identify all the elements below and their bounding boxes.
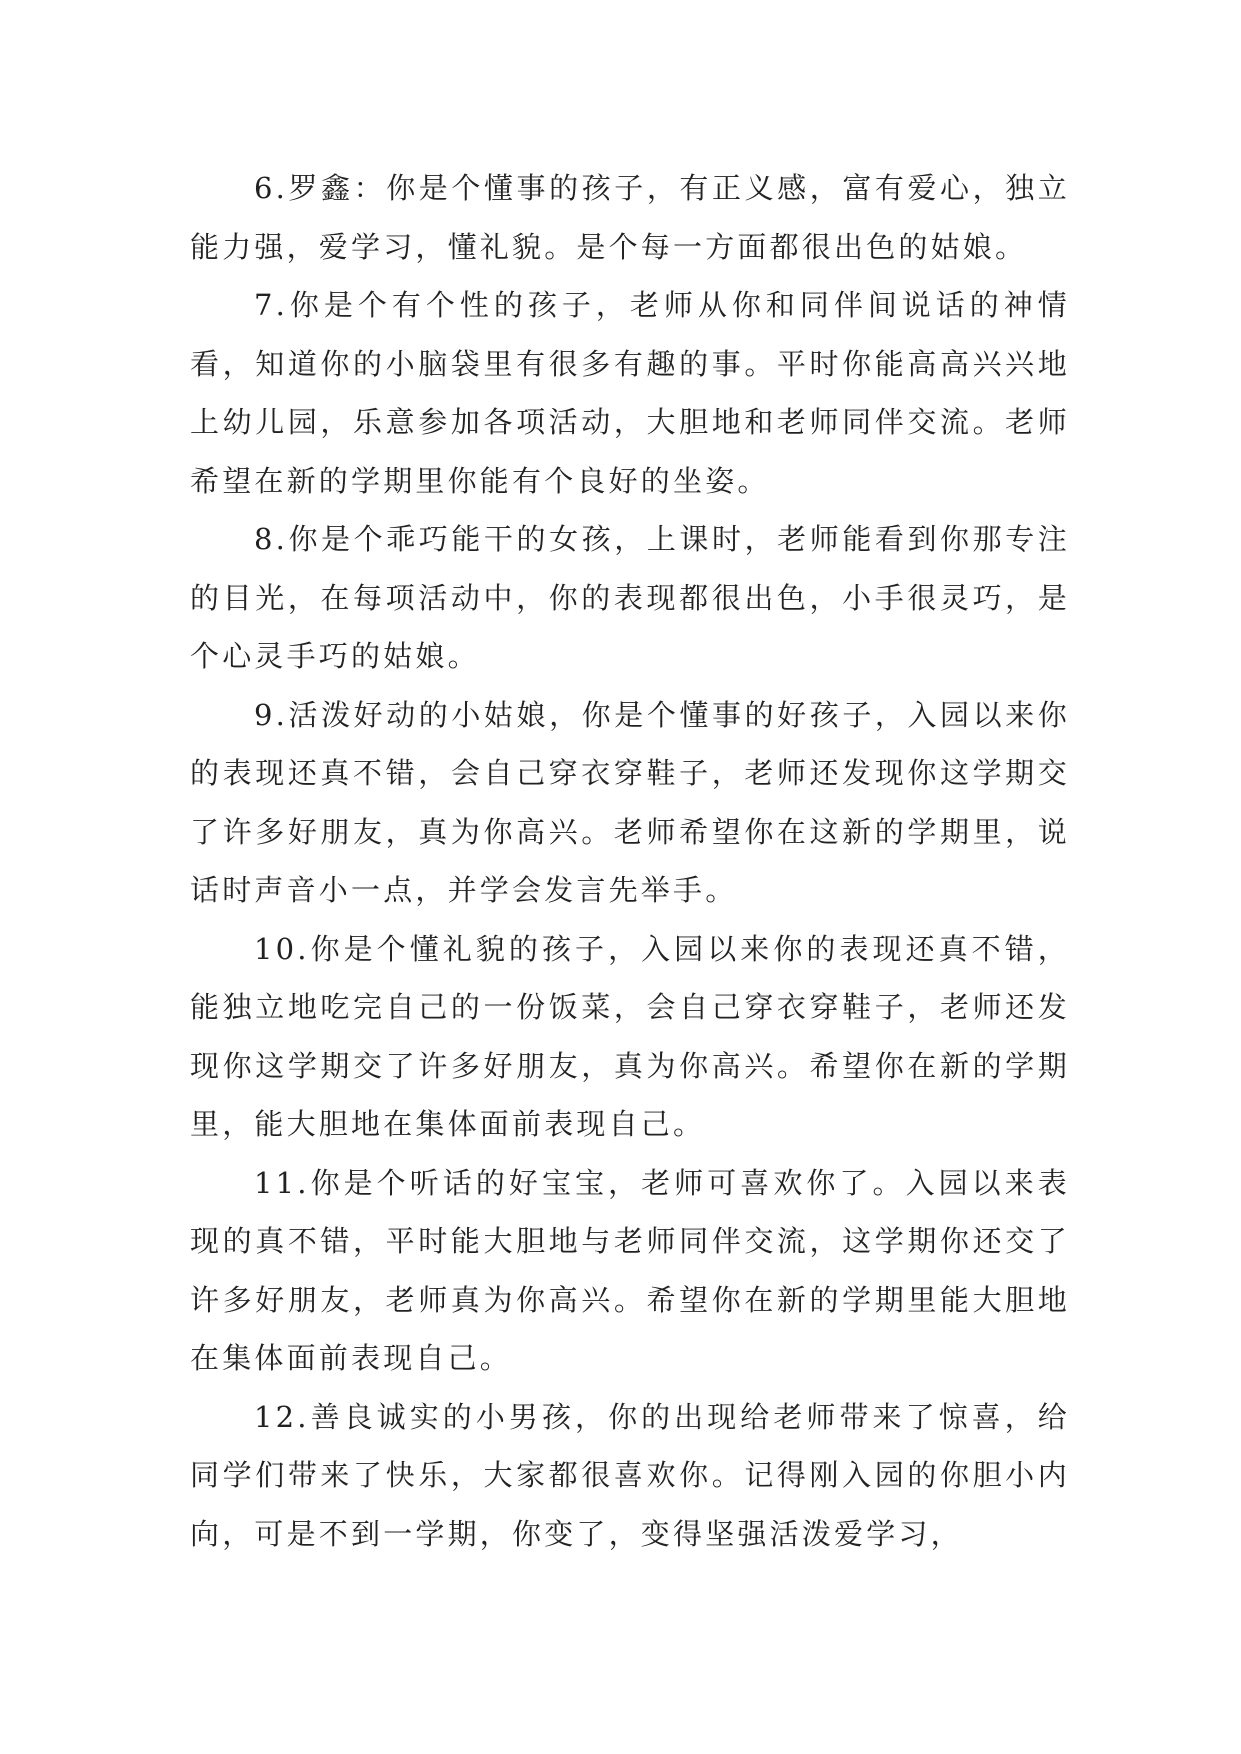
paragraph-6: 6.罗鑫：你是个懂事的孩子，有正义感，富有爱心，独立能力强，爱学习，懂礼貌。是个每一方面都很出色的姑娘。 xyxy=(190,171,1070,264)
paragraph-9: 9.活泼好动的小姑娘，你是个懂事的好孩子，入园以来你的表现还真不错，会自己穿衣穿鞋子，老师还发现你这学期交了许多好朋友，真为你高兴。老师希望你在这新的学期里，说话时声音小一点，并学会发言先举手。 xyxy=(190,697,1070,907)
paragraph-11: 11.你是个听话的好宝宝，老师可喜欢你了。入园以来表现的真不错，平时能大胆地与老师同伴交流，这学期你还交了许多好朋友，老师真为你高兴。希望你在新的学期里能大胆地在集体面前表现自己。 xyxy=(190,1165,1070,1375)
paragraph-8: 8.你是个乖巧能干的女孩，上课时，老师能看到你那专注的目光，在每项活动中，你的表现都很出色，小手很灵巧，是个心灵手巧的姑娘。 xyxy=(190,522,1070,673)
paragraph-12: 12.善良诚实的小男孩，你的出现给老师带来了惊喜，给同学们带来了快乐，大家都很喜欢你。记得刚入园的你胆小内向，可是不到一学期，你变了，变得坚强活泼爱学习， xyxy=(190,1399,1070,1551)
paragraph-10: 10.你是个懂礼貌的孩子，入园以来你的表现还真不错，能独立地吃完自己的一份饭菜，会自己穿衣穿鞋子，老师还发现你这学期交了许多好朋友，真为你高兴。希望你在新的学期里，能大胆地在集体面前表现自己。 xyxy=(190,931,1070,1141)
paragraph-7: 7.你是个有个性的孩子，老师从你和同伴间说话的神情看，知道你的小脑袋里有很多有趣的事。平时你能高高兴兴地上幼儿园，乐意参加各项活动，大胆地和老师同伴交流。老师希望在新的学期里你能有个良好的坐姿。 xyxy=(190,288,1070,498)
document-body xyxy=(190,159,1070,1563)
